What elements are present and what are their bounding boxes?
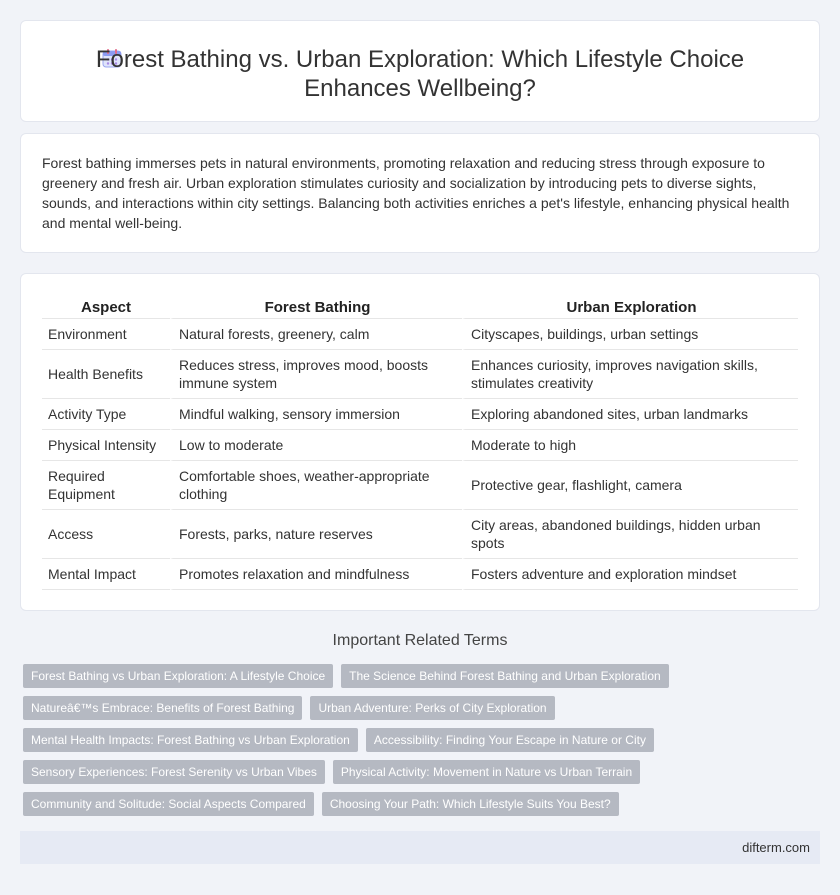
table-cell: Enhances curiosity, improves navigation skills, stimulates creativity (462, 350, 798, 399)
related-term-link[interactable]: Choosing Your Path: Which Lifestyle Suits You Best? (322, 792, 619, 816)
table-cell: Physical Intensity (42, 430, 170, 461)
comparison-table (42, 293, 798, 590)
related-term-link[interactable]: Physical Activity: Movement in Nature vs Urban Terrain (333, 760, 640, 784)
related-terms-list (23, 664, 823, 824)
table-cell: Protective gear, flashlight, camera (462, 461, 798, 510)
table-row (42, 510, 798, 559)
table-cell: Natural forests, greenery, calm (170, 319, 462, 350)
table-cell: Health Benefits (42, 350, 170, 399)
table-cell: Comfortable shoes, weather-appropriate clothing (170, 461, 462, 510)
table-cell: Activity Type (42, 399, 170, 430)
related-term-link[interactable]: Community and Solitude: Social Aspects Compared (23, 792, 314, 816)
header-aspect: Aspect (42, 293, 170, 319)
page-title: Forest Bathing vs. Urban Exploration: Which Lifestyle Choice Enhances Wellbeing? (95, 46, 745, 102)
table-cell: Exploring abandoned sites, urban landmarks (462, 399, 798, 430)
related-term-link[interactable]: Forest Bathing vs Urban Exploration: A Lifestyle Choice (23, 664, 333, 688)
table-cell: Mental Impact (42, 559, 170, 590)
table-row (42, 559, 798, 590)
comparison-table-card (20, 273, 820, 611)
header-urban-exploration: Urban Exploration (462, 293, 798, 319)
table-cell: Access (42, 510, 170, 559)
table-cell: Mindful walking, sensory immersion (170, 399, 462, 430)
table-row (42, 461, 798, 510)
title-card (20, 20, 820, 122)
tag-row (23, 760, 823, 784)
table-row (42, 430, 798, 461)
table-cell: Fosters adventure and exploration mindset (462, 559, 798, 590)
table-cell: Required Equipment (42, 461, 170, 510)
table-cell: Reduces stress, improves mood, boosts immune system (170, 350, 462, 399)
table-cell: Environment (42, 319, 170, 350)
table-cell: Forests, parks, nature reserves (170, 510, 462, 559)
table-cell: City areas, abandoned buildings, hidden urban spots (462, 510, 798, 559)
related-term-link[interactable]: The Science Behind Forest Bathing and Urban Exploration (341, 664, 669, 688)
related-terms-heading: Important Related Terms (332, 632, 508, 649)
table-row (42, 319, 798, 350)
intro-card (20, 133, 820, 253)
table-cell: Promotes relaxation and mindfulness (170, 559, 462, 590)
table-cell: Moderate to high (462, 430, 798, 461)
related-term-link[interactable]: Accessibility: Finding Your Escape in Nature or City (366, 728, 654, 752)
tag-row (23, 696, 823, 720)
related-term-link[interactable]: Sensory Experiences: Forest Serenity vs Urban Vibes (23, 760, 325, 784)
footer (20, 831, 820, 864)
table-cell: Cityscapes, buildings, urban settings (462, 319, 798, 350)
table-header-row (42, 293, 798, 319)
table-cell: Low to moderate (170, 430, 462, 461)
related-term-link[interactable]: Mental Health Impacts: Forest Bathing vs Urban Exploration (23, 728, 358, 752)
tag-row (23, 664, 823, 688)
tag-row (23, 728, 823, 752)
related-term-link[interactable]: Natureâ€™s Embrace: Benefits of Forest Bathing (23, 696, 302, 720)
intro-paragraph: Forest bathing immerses pets in natural environments, promoting relaxation and reducing stress through exposure to greenery and fresh air. Urban exploration stimulates curiosity and socialization by introducing pets to diverse sights, sounds, and interactions within city settings. Balancing both activities enriches a pet's lifestyle, enhancing physical health and mental well-being. (42, 155, 790, 231)
related-term-link[interactable]: Urban Adventure: Perks of City Exploration (310, 696, 554, 720)
table-row (42, 350, 798, 399)
table-row (42, 399, 798, 430)
tag-row (23, 792, 823, 816)
site-link[interactable]: difterm.com (742, 840, 810, 855)
header-forest-bathing: Forest Bathing (170, 293, 462, 319)
